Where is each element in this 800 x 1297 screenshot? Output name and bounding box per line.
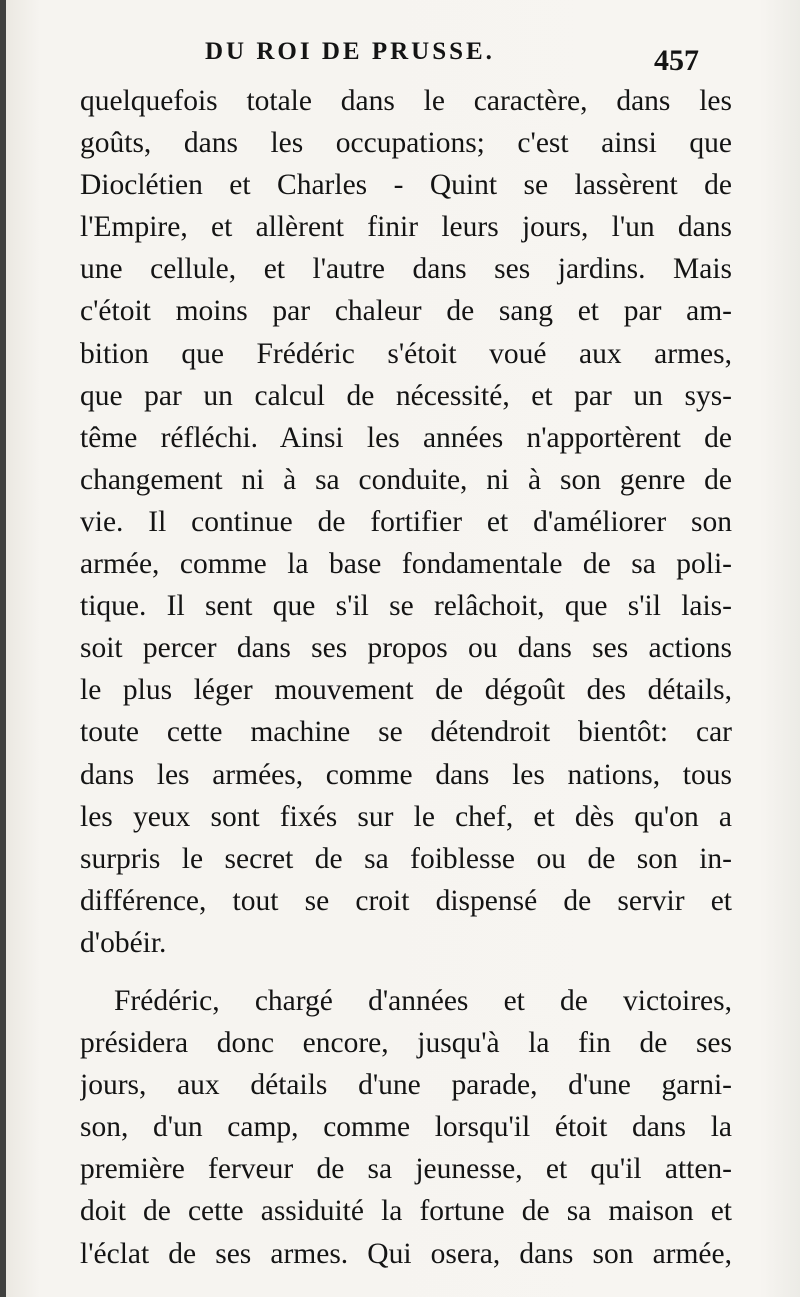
text-line: première ferveur de sa jeunesse, et qu'il atten- <box>80 1153 732 1186</box>
text-line: présidera donc encore, jusqu'à la fin de ses <box>80 1027 732 1060</box>
text-line: c'étoit moins par chaleur de sang et par am- <box>80 295 732 328</box>
text-line: Frédéric, chargé d'années et de victoires, <box>114 984 732 1017</box>
text-line: bition que Frédéric s'étoit voué aux armes, <box>80 337 732 370</box>
text-line: que par un calcul de nécessité, et par un sys- <box>80 379 732 412</box>
paragraph <box>80 80 732 964</box>
page-edge-shadow <box>0 0 6 1297</box>
text-line: l'Empire, et allèrent finir leurs jours, l'un dans <box>80 211 732 244</box>
text-line: vie. Il continue de fortifier et d'améliorer son <box>80 505 732 538</box>
text-line: tême réfléchi. Ainsi les années n'apportèrent de <box>80 421 732 454</box>
text-line: jours, aux détails d'une parade, d'une garni- <box>80 1069 732 1102</box>
text-line: une cellule, et l'autre dans ses jardins. Mais <box>80 253 732 286</box>
page-header <box>0 34 800 77</box>
running-title: DU ROI DE PRUSSE. <box>205 38 495 65</box>
text-line: soit percer dans ses propos ou dans ses actions <box>80 632 732 665</box>
text-line: son, d'un camp, comme lorsqu'il étoit dans la <box>80 1111 732 1144</box>
text-line: toute cette machine se détendroit bientôt: car <box>80 716 732 749</box>
text-line: surpris le secret de sa foiblesse ou de son in- <box>80 842 732 875</box>
text-line: doit de cette assiduité la fortune de sa maison et <box>80 1195 732 1228</box>
text-line: changement ni à sa conduite, ni à son genre de <box>80 463 732 496</box>
text-line: d'obéir. <box>80 926 167 959</box>
text-line: dans les armées, comme dans les nations, tous <box>80 758 732 791</box>
paragraph-gap <box>80 964 732 980</box>
text-line: Dioclétien et Charles - Quint se lassèrent de <box>80 169 732 202</box>
text-line: les yeux sont fixés sur le chef, et dès qu'on a <box>80 800 732 833</box>
body-text <box>80 80 732 1275</box>
text-line: différence, tout se croit dispensé de servir et <box>80 884 732 917</box>
text-line: armée, comme la base fondamentale de sa poli- <box>80 548 732 581</box>
paragraph <box>80 980 732 1275</box>
text-line: quelquefois totale dans le caractère, dans les <box>80 85 732 117</box>
text-line: l'éclat de ses armes. Qui osera, dans son armée, <box>80 1237 732 1270</box>
text-line: goûts, dans les occupations; c'est ainsi que <box>80 127 732 160</box>
text-line: le plus léger mouvement de dégoût des détails, <box>80 674 732 707</box>
page-number: 457 <box>654 44 699 77</box>
text-line: tique. Il sent que s'il se relâchoit, que s'il lais- <box>80 590 732 623</box>
